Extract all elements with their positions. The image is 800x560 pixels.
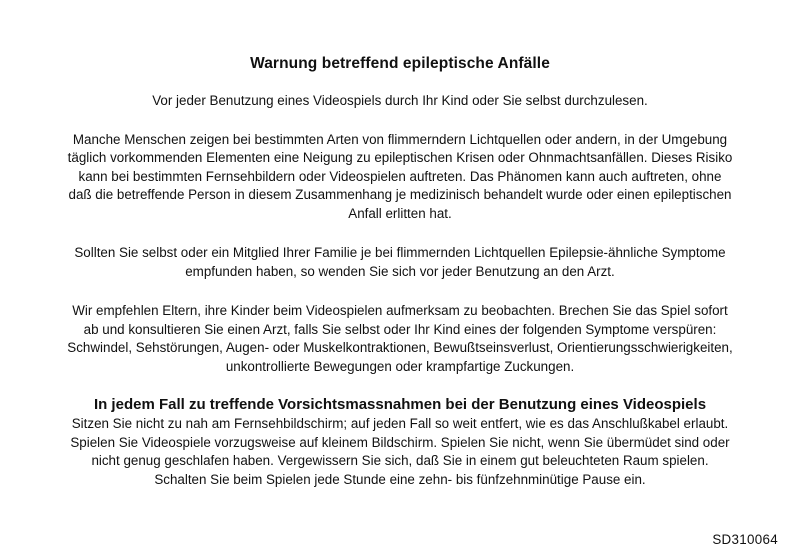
- paragraph-line: kann bei bestimmten Fernsehbildern oder Videospielen auftreten. Das Phänomen kann auch auftreten, ohne: [78, 168, 722, 184]
- spacer: [40, 376, 760, 396]
- paragraph-line: Spielen Sie Videospiele vorzugsweise auf kleinem Bildschirm. Spielen Sie nicht, wenn Sie übermüdet sind oder: [70, 434, 730, 450]
- paragraph-line: Sollten Sie selbst oder ein Mitglied Ihrer Familie je bei flimmernden Lichtquellen Epilepsie-ähnliche Symptome: [74, 245, 726, 260]
- warning-content: [40, 54, 760, 489]
- paragraph-line: empfunden haben, so wenden Sie sich vor jeder Benutzung an den Arzt.: [185, 263, 615, 279]
- paragraph-line: Wir empfehlen Eltern, ihre Kinder beim Videospielen aufmerksam zu beobachten. Brechen Sie das Spiel sofort: [72, 303, 728, 318]
- paragraph-line: ab und konsultieren Sie einen Arzt, falls Sie selbst oder Ihr Kind eines der folgenden Symptome verspüren:: [83, 321, 717, 337]
- paragraph-line: Schwindel, Sehstörungen, Augen- oder Muskelkontraktionen, Bewußtseinsverlust, Orientierungsschwierigkeiten,: [67, 340, 733, 355]
- page-title: Warnung betreffend epileptische Anfälle: [250, 55, 550, 72]
- spacer: [40, 111, 760, 131]
- paragraph-line: Anfall erlitten hat.: [348, 205, 452, 221]
- paragraph-line: täglich vorkommenden Elementen eine Neigung zu epileptischen Krisen oder Ohnmachtsanfällen. Dieses Risiko: [67, 150, 733, 165]
- paragraph-line: unkontrollierte Bewegungen oder krampfartige Zuckungen.: [225, 358, 575, 374]
- precautions-heading: In jedem Fall zu treffende Vorsichtsmassnahmen bei der Benutzung eines Videospiels: [93, 396, 707, 413]
- paragraph-line: Schalten Sie beim Spielen jede Stunde eine zehn- bis fünfzehnminütige Pause ein.: [154, 471, 646, 487]
- paragraph-line: nicht genug geschlafen haben. Vergewissern Sie sich, daß Sie in einem gut beleuchteten Raum spielen.: [91, 453, 709, 468]
- paragraph-line: Sitzen Sie nicht zu nah am Fernsehbildschirm; auf jeden Fall so weit entfert, wie es das Anschlußkabel erlaubt.: [71, 416, 729, 431]
- paragraph-precautions: [40, 415, 760, 489]
- paragraph-family: [40, 244, 760, 281]
- paragraph-line: daß die betreffende Person in diesem Zusammenhang je medizinisch behandelt wurde oder einen epileptischen: [68, 187, 732, 202]
- paragraph-symptoms: [40, 302, 760, 376]
- paragraph-line: Manche Menschen zeigen bei bestimmten Arten von flimmerndern Lichtquellen oder andern, in der Umgebung: [72, 131, 728, 147]
- document-code: SD310064: [712, 532, 778, 547]
- spacer: [40, 281, 760, 302]
- paragraph-risk: [40, 131, 760, 224]
- spacer: [40, 223, 760, 244]
- intro-text: Vor jeder Benutzung eines Videospiels durch Ihr Kind oder Sie selbst durchzulesen.: [152, 93, 648, 108]
